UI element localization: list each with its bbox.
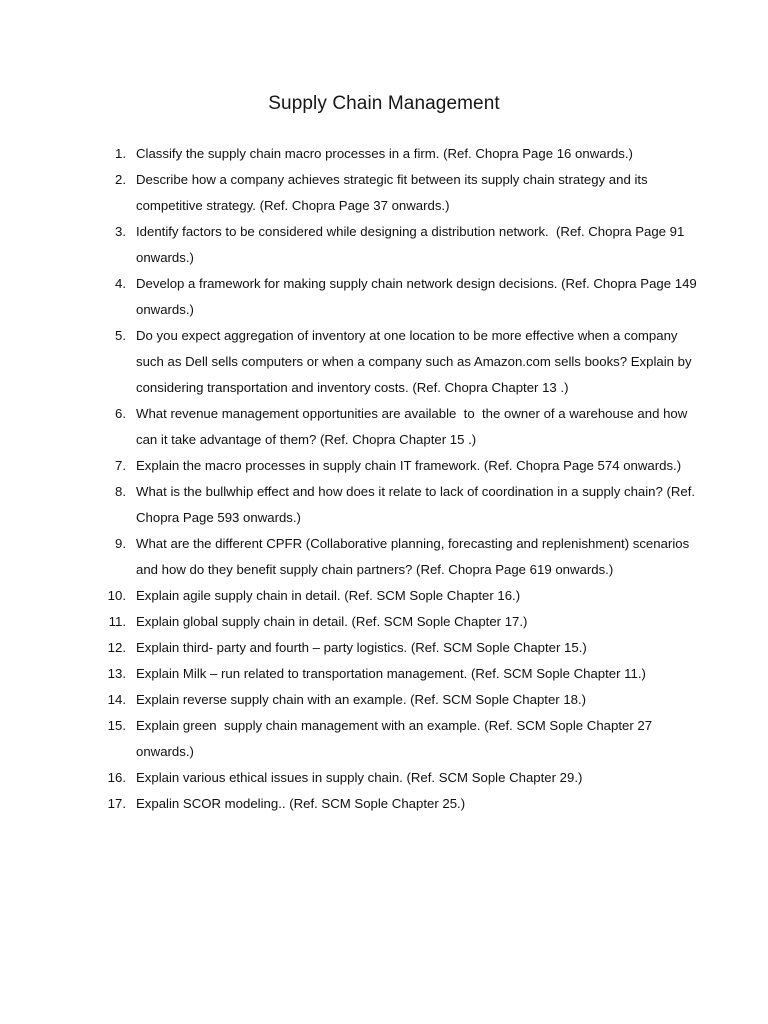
question-item [0,583,768,609]
question-text-line: Do you expect aggregation of inventory at one location to be more effective when a company [136,328,678,343]
question-text-line: What are the different CPFR (Collaborative planning, forecasting and replenishment) scenarios [136,536,690,551]
question-text [136,167,688,219]
question-text-line: Explain Milk – run related to transportation management. (Ref. SCM Sople Chapter 11.) [136,666,646,681]
question-number: 4. [115,276,126,291]
question-text-line: Explain reverse supply chain with an example. (Ref. SCM Sople Chapter 18.) [136,692,587,707]
question-text-line: Explain the macro processes in supply chain IT framework. (Ref. Chopra Page 574 onwards.) [136,458,682,473]
question-item [0,635,768,661]
question-item [0,479,768,531]
question-text-line: Explain green supply chain management with an example. (Ref. SCM Sople Chapter 27 [136,718,653,733]
question-text-line: Explain third- party and fourth – party logistics. (Ref. SCM Sople Chapter 15.) [136,640,587,655]
question-number: 8. [115,484,126,499]
question-text-line: onwards.) [136,744,194,759]
question-text [136,479,696,531]
question-number: 15. [107,718,126,733]
question-number: 6. [115,406,126,421]
question-item [0,323,768,401]
question-number: 10. [107,588,126,603]
question-number: 16. [107,770,126,785]
question-text [136,635,688,661]
question-number: 1. [115,146,126,161]
question-text-line: What is the bullwhip effect and how does it relate to lack of coordination in a supply chain? (Ref. [136,484,696,499]
question-list [0,141,768,817]
question-item [0,687,768,713]
question-text-line: considering transportation and inventory costs. (Ref. Chopra Chapter 13 .) [136,380,569,395]
question-text-line: Develop a framework for making supply chain network design decisions. (Ref. Chopra Page 149 [136,276,697,291]
question-text [136,531,688,583]
question-text [136,271,697,323]
question-text [136,141,688,167]
question-number: 12. [107,640,126,655]
question-item [0,219,768,271]
question-number: 11. [108,614,126,629]
question-number: 17. [107,796,126,811]
question-item [0,271,768,323]
question-text-line: and how do they benefit supply chain partners? (Ref. Chopra Page 619 onwards.) [136,562,614,577]
question-text [136,765,688,791]
question-text-line: Explain agile supply chain in detail. (Ref. SCM Sople Chapter 16.) [136,588,521,603]
question-text [136,453,688,479]
question-item [0,609,768,635]
question-number: 2. [115,172,126,187]
question-text [136,583,688,609]
document-title: Supply Chain Management [268,93,500,114]
question-text-line: Expalin SCOR modeling.. (Ref. SCM Sople Chapter 25.) [136,796,466,811]
question-text [136,791,688,817]
question-text-line: Chopra Page 593 onwards.) [136,510,301,525]
question-item [0,791,768,817]
question-text [136,661,688,687]
question-text-line: can it take advantage of them? (Ref. Chopra Chapter 15 .) [136,432,477,447]
question-number: 5. [115,328,126,343]
question-text-line: such as Dell sells computers or when a company such as Amazon.com sells books? Explain by [136,354,692,369]
question-item [0,453,768,479]
question-item [0,765,768,791]
question-text [136,401,688,453]
question-text-line: Explain various ethical issues in supply chain. (Ref. SCM Sople Chapter 29.) [136,770,583,785]
question-text [136,323,692,401]
question-text-line: competitive strategy. (Ref. Chopra Page 37 onwards.) [136,198,450,213]
question-text-line: Explain global supply chain in detail. (Ref. SCM Sople Chapter 17.) [136,614,528,629]
question-number: 9. [115,536,126,551]
question-item [0,401,768,453]
question-number: 3. [115,224,126,239]
question-text-line: Describe how a company achieves strategic fit between its supply chain strategy and its [136,172,648,187]
question-text [136,713,688,765]
question-item [0,531,768,583]
question-text-line: Classify the supply chain macro processes in a firm. (Ref. Chopra Page 16 onwards.) [136,146,633,161]
question-number: 13. [107,666,126,681]
question-item [0,661,768,687]
question-number: 7. [115,458,126,473]
question-text [136,219,688,271]
question-number: 14. [107,692,126,707]
question-text-line: What revenue management opportunities are available to the owner of a warehouse and how [136,406,688,421]
question-text-line: Identify factors to be considered while designing a distribution network. (Ref. Chopra Page 91 [136,224,685,239]
question-item [0,713,768,765]
question-item [0,141,768,167]
question-text [136,687,688,713]
question-text [136,609,688,635]
question-text-line: onwards.) [136,250,194,265]
question-item [0,167,768,219]
question-text-line: onwards.) [136,302,194,317]
